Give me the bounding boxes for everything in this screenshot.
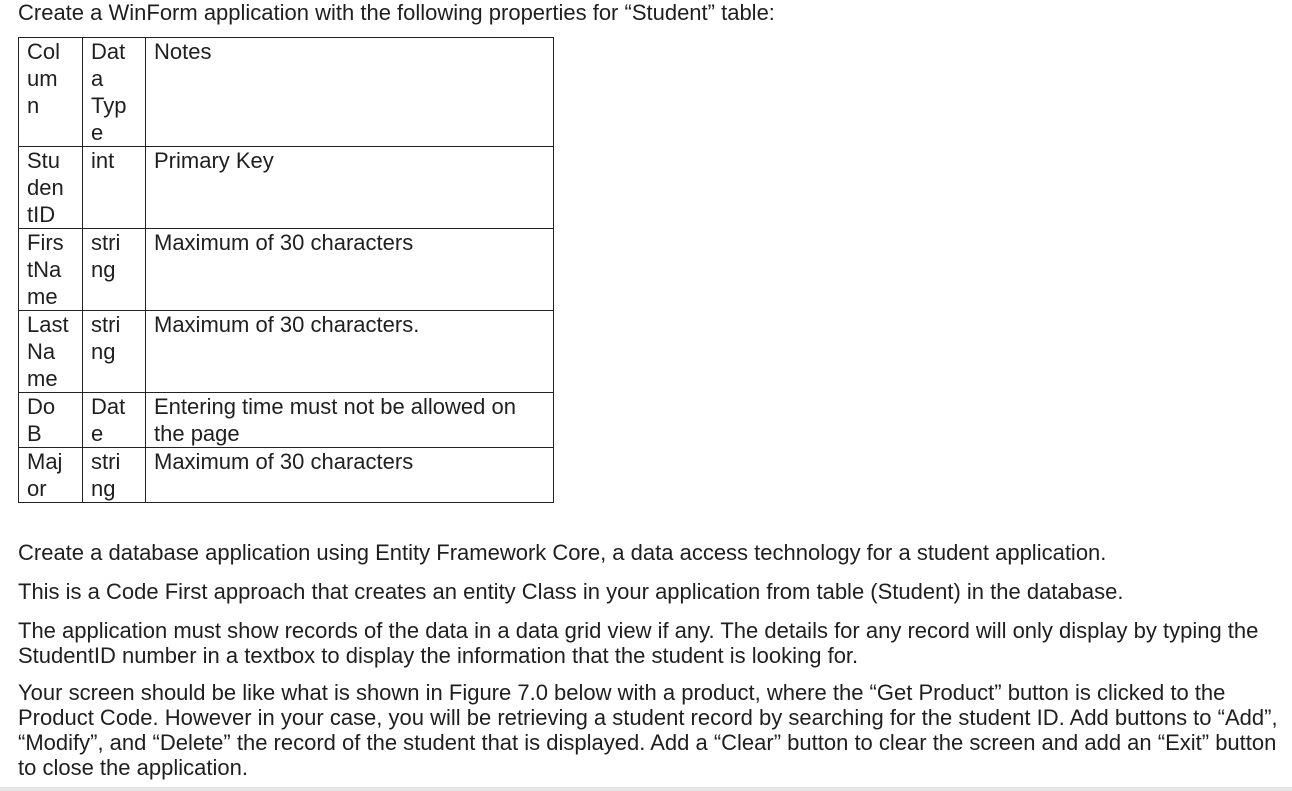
table-row xyxy=(19,147,554,229)
data-type-cell: int xyxy=(83,147,146,229)
notes-cell: Entering time must not be allowed on the page xyxy=(146,393,554,448)
paragraph-ef-core: Create a database application using Entity Framework Core, a data access technology for a student application. xyxy=(18,540,1107,565)
column-name-cell: Last Na me xyxy=(19,311,83,393)
paragraph-data-grid: The application must show records of the data in a data grid view if any. The details for any record will only display by typing the StudentID number in a textbox to display the information that the student is looking for. xyxy=(18,618,1259,668)
student-table-spec xyxy=(18,37,554,503)
table-row xyxy=(19,311,554,393)
table-row xyxy=(19,229,554,311)
column-name-cell: Firs tNa me xyxy=(19,229,83,311)
paragraph-buttons: Your screen should be like what is shown in Figure 7.0 below with a product, where the “Get Product” button is clicked to the Product Code. However in your case, you will be retrieving a student record by searching for the student ID. Add buttons to “Add”, “Modify”, and “Delete” the record of the student that is displayed. Add a “Clear” button to clear the screen and add an “Exit” button to close the application. xyxy=(18,680,1278,780)
column-name-cell: Maj or xyxy=(19,448,83,503)
header-column-cell: Col um n xyxy=(19,38,83,147)
data-type-cell: stri ng xyxy=(83,229,146,311)
table-header-row xyxy=(19,38,554,147)
header-notes-cell: Notes xyxy=(146,38,554,147)
table-row xyxy=(19,393,554,448)
column-name-cell: Stu den tID xyxy=(19,147,83,229)
notes-cell: Maximum of 30 characters. xyxy=(146,311,554,393)
bottom-divider xyxy=(0,787,1292,791)
header-data-type-cell: Dat a Typ e xyxy=(83,38,146,147)
column-name-cell: Do B xyxy=(19,393,83,448)
notes-cell: Maximum of 30 characters xyxy=(146,448,554,503)
table-row xyxy=(19,448,554,503)
paragraph-code-first: This is a Code First approach that creates an entity Class in your application from table (Student) in the database. xyxy=(18,579,1124,604)
intro-text: Create a WinForm application with the following properties for “Student” table: xyxy=(18,0,775,25)
data-type-cell: stri ng xyxy=(83,311,146,393)
notes-cell: Primary Key xyxy=(146,147,554,229)
data-type-cell: Dat e xyxy=(83,393,146,448)
data-type-cell: stri ng xyxy=(83,448,146,503)
notes-cell: Maximum of 30 characters xyxy=(146,229,554,311)
